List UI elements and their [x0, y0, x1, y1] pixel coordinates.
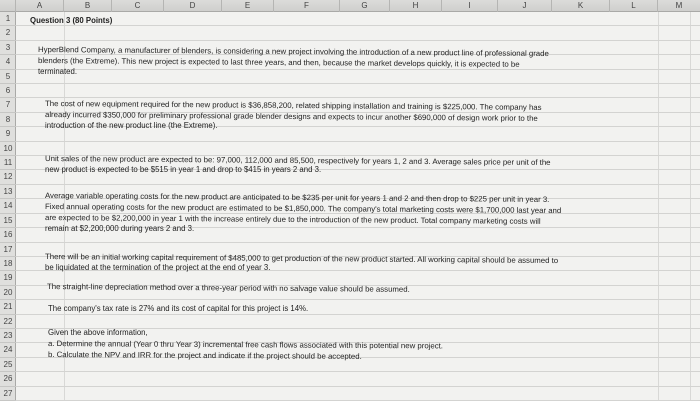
row-header-3[interactable]: 3 — [0, 41, 16, 55]
row-header-25[interactable]: 25 — [0, 358, 16, 372]
row-header-11[interactable]: 11 — [0, 156, 16, 170]
row-header-24[interactable]: 24 — [0, 343, 16, 357]
paragraph-3-line-1: Unit sales of the new product are expected to be: 97,000, 112,000 and 85,500, respectively for years 1, 2 and 3. Average sales price per unit of the — [44, 154, 551, 167]
paragraph-4-line-4: remain at $2,200,000 during years 2 and 3. — [45, 224, 195, 233]
row-header-19[interactable]: 19 — [0, 271, 16, 285]
grid-row-line — [16, 299, 700, 300]
row-header-21[interactable]: 21 — [0, 300, 16, 314]
column-header-g[interactable]: G — [340, 0, 390, 12]
select-all-corner[interactable] — [0, 0, 16, 12]
row-header-15[interactable]: 15 — [0, 214, 16, 228]
row-header-22[interactable]: 22 — [0, 315, 16, 329]
row-header-4[interactable]: 4 — [0, 55, 16, 69]
column-header-h[interactable]: H — [390, 0, 442, 12]
grid-row-line — [16, 184, 700, 185]
column-header-m[interactable]: M — [675, 1, 683, 10]
grid-row-line — [16, 69, 700, 70]
grid-row-line — [16, 40, 700, 41]
column-header-f[interactable]: F — [274, 0, 340, 12]
paragraph-4-line-1: Average variable operating costs for the new product are anticipated to be $235 per unit for years 1 and 2 and then drop to $225 per unit in year 3. — [44, 191, 550, 204]
paragraph-8b: b. Calculate the NPV and IRR for the project and indicate if the project should be accepted. — [47, 350, 362, 361]
paragraph-3-line-2: new product is expected to be $515 in year 1 and drop to $415 in years 2 and 3. — [45, 165, 322, 174]
paragraph-5-line-1: There will be an initial working capital requirement of $485,000 to get production of the new product started. All working capital should be assumed to — [44, 252, 559, 266]
row-header-bar — [0, 12, 16, 401]
grid-row-line — [16, 242, 700, 243]
grid-row-line — [16, 141, 700, 142]
paragraph-8a: a. Determine the annual (Year 0 thru Year 3) incremental free cash flows associated with this potential new project. — [47, 339, 444, 351]
question-title: Question 3 (80 Points) — [30, 16, 113, 25]
row-header-23[interactable]: 23 — [0, 329, 16, 343]
paragraph-6: The straight-line depreciation method over a three-year period with no salvage value should be assumed. — [46, 282, 410, 294]
row-header-14[interactable]: 14 — [0, 199, 16, 213]
column-header-l[interactable]: L — [610, 0, 658, 12]
row-header-8[interactable]: 8 — [0, 113, 16, 127]
column-header-a[interactable]: A — [16, 0, 64, 12]
row-header-1[interactable]: 1 — [0, 12, 16, 26]
paragraph-1-line-2: blenders (the Extreme). This new project is expected to last three years, and then, because the market develops quickly, it is expected to be — [37, 56, 520, 69]
grid-row-line — [16, 25, 700, 26]
paragraph-8: Given the above information, — [48, 328, 148, 337]
paragraph-4-line-3: are expected to be $2,200,000 in year 1 with the increase entirely due to the introduction of the new product. Total company marketing costs will — [44, 213, 541, 226]
column-header-k[interactable]: K — [552, 0, 610, 12]
row-header-5[interactable]: 5 — [0, 70, 16, 84]
paragraph-7: The company's tax rate is 27% and its cost of capital for this project is 14%. — [48, 304, 309, 313]
paragraph-2-line-2: already incurred $350,000 for preliminary professional grade blender designs and expects to incur another $690,000 of design work prior to the — [44, 110, 538, 123]
paragraph-5-line-2: be liquidated at the termination of the project at the end of year 3. — [45, 263, 271, 272]
paragraph-2-line-3: introduction of the new product line (the Extreme). — [45, 121, 218, 130]
row-header-16[interactable]: 16 — [0, 228, 16, 242]
row-header-2[interactable]: 2 — [0, 26, 16, 40]
row-header-26[interactable]: 26 — [0, 372, 16, 386]
row-header-17[interactable]: 17 — [0, 243, 16, 257]
row-header-6[interactable]: 6 — [0, 84, 16, 98]
row-header-18[interactable]: 18 — [0, 257, 16, 271]
row-header-10[interactable]: 10 — [0, 142, 16, 156]
paragraph-1-line-1: HyperBlend Company, a manufacturer of blenders, is considering a new project involving the introduction of a new product line of professional grade — [37, 45, 549, 59]
paragraph-4-line-2: Fixed annual operating costs for the new product are estimated to be $1,850,000. The company's total marketing costs were $1,700,000 last year and — [44, 202, 562, 216]
column-header-e[interactable]: E — [222, 0, 274, 12]
paragraph-2-line-1: The cost of new equipment required for the new product is $36,858,200, related shipping installation and training is $225,000. The company has — [44, 99, 542, 112]
column-header-i[interactable]: I — [442, 0, 498, 12]
column-header-c[interactable]: C — [112, 0, 164, 12]
paragraph-1-line-3: terminated. — [38, 67, 78, 76]
row-header-7[interactable]: 7 — [0, 98, 16, 112]
grid-row-line — [16, 371, 700, 372]
grid-row-line — [16, 83, 700, 84]
row-header-27[interactable]: 27 — [0, 387, 16, 401]
column-header-bar — [0, 0, 700, 12]
column-header-d[interactable]: D — [164, 0, 222, 12]
row-header-12[interactable]: 12 — [0, 170, 16, 184]
column-header-j[interactable]: J — [498, 0, 552, 12]
row-header-13[interactable]: 13 — [0, 185, 16, 199]
row-header-20[interactable]: 20 — [0, 286, 16, 300]
row-header-9[interactable]: 9 — [0, 127, 16, 141]
column-header-b[interactable]: B — [64, 0, 112, 12]
grid-row-line — [16, 386, 700, 387]
